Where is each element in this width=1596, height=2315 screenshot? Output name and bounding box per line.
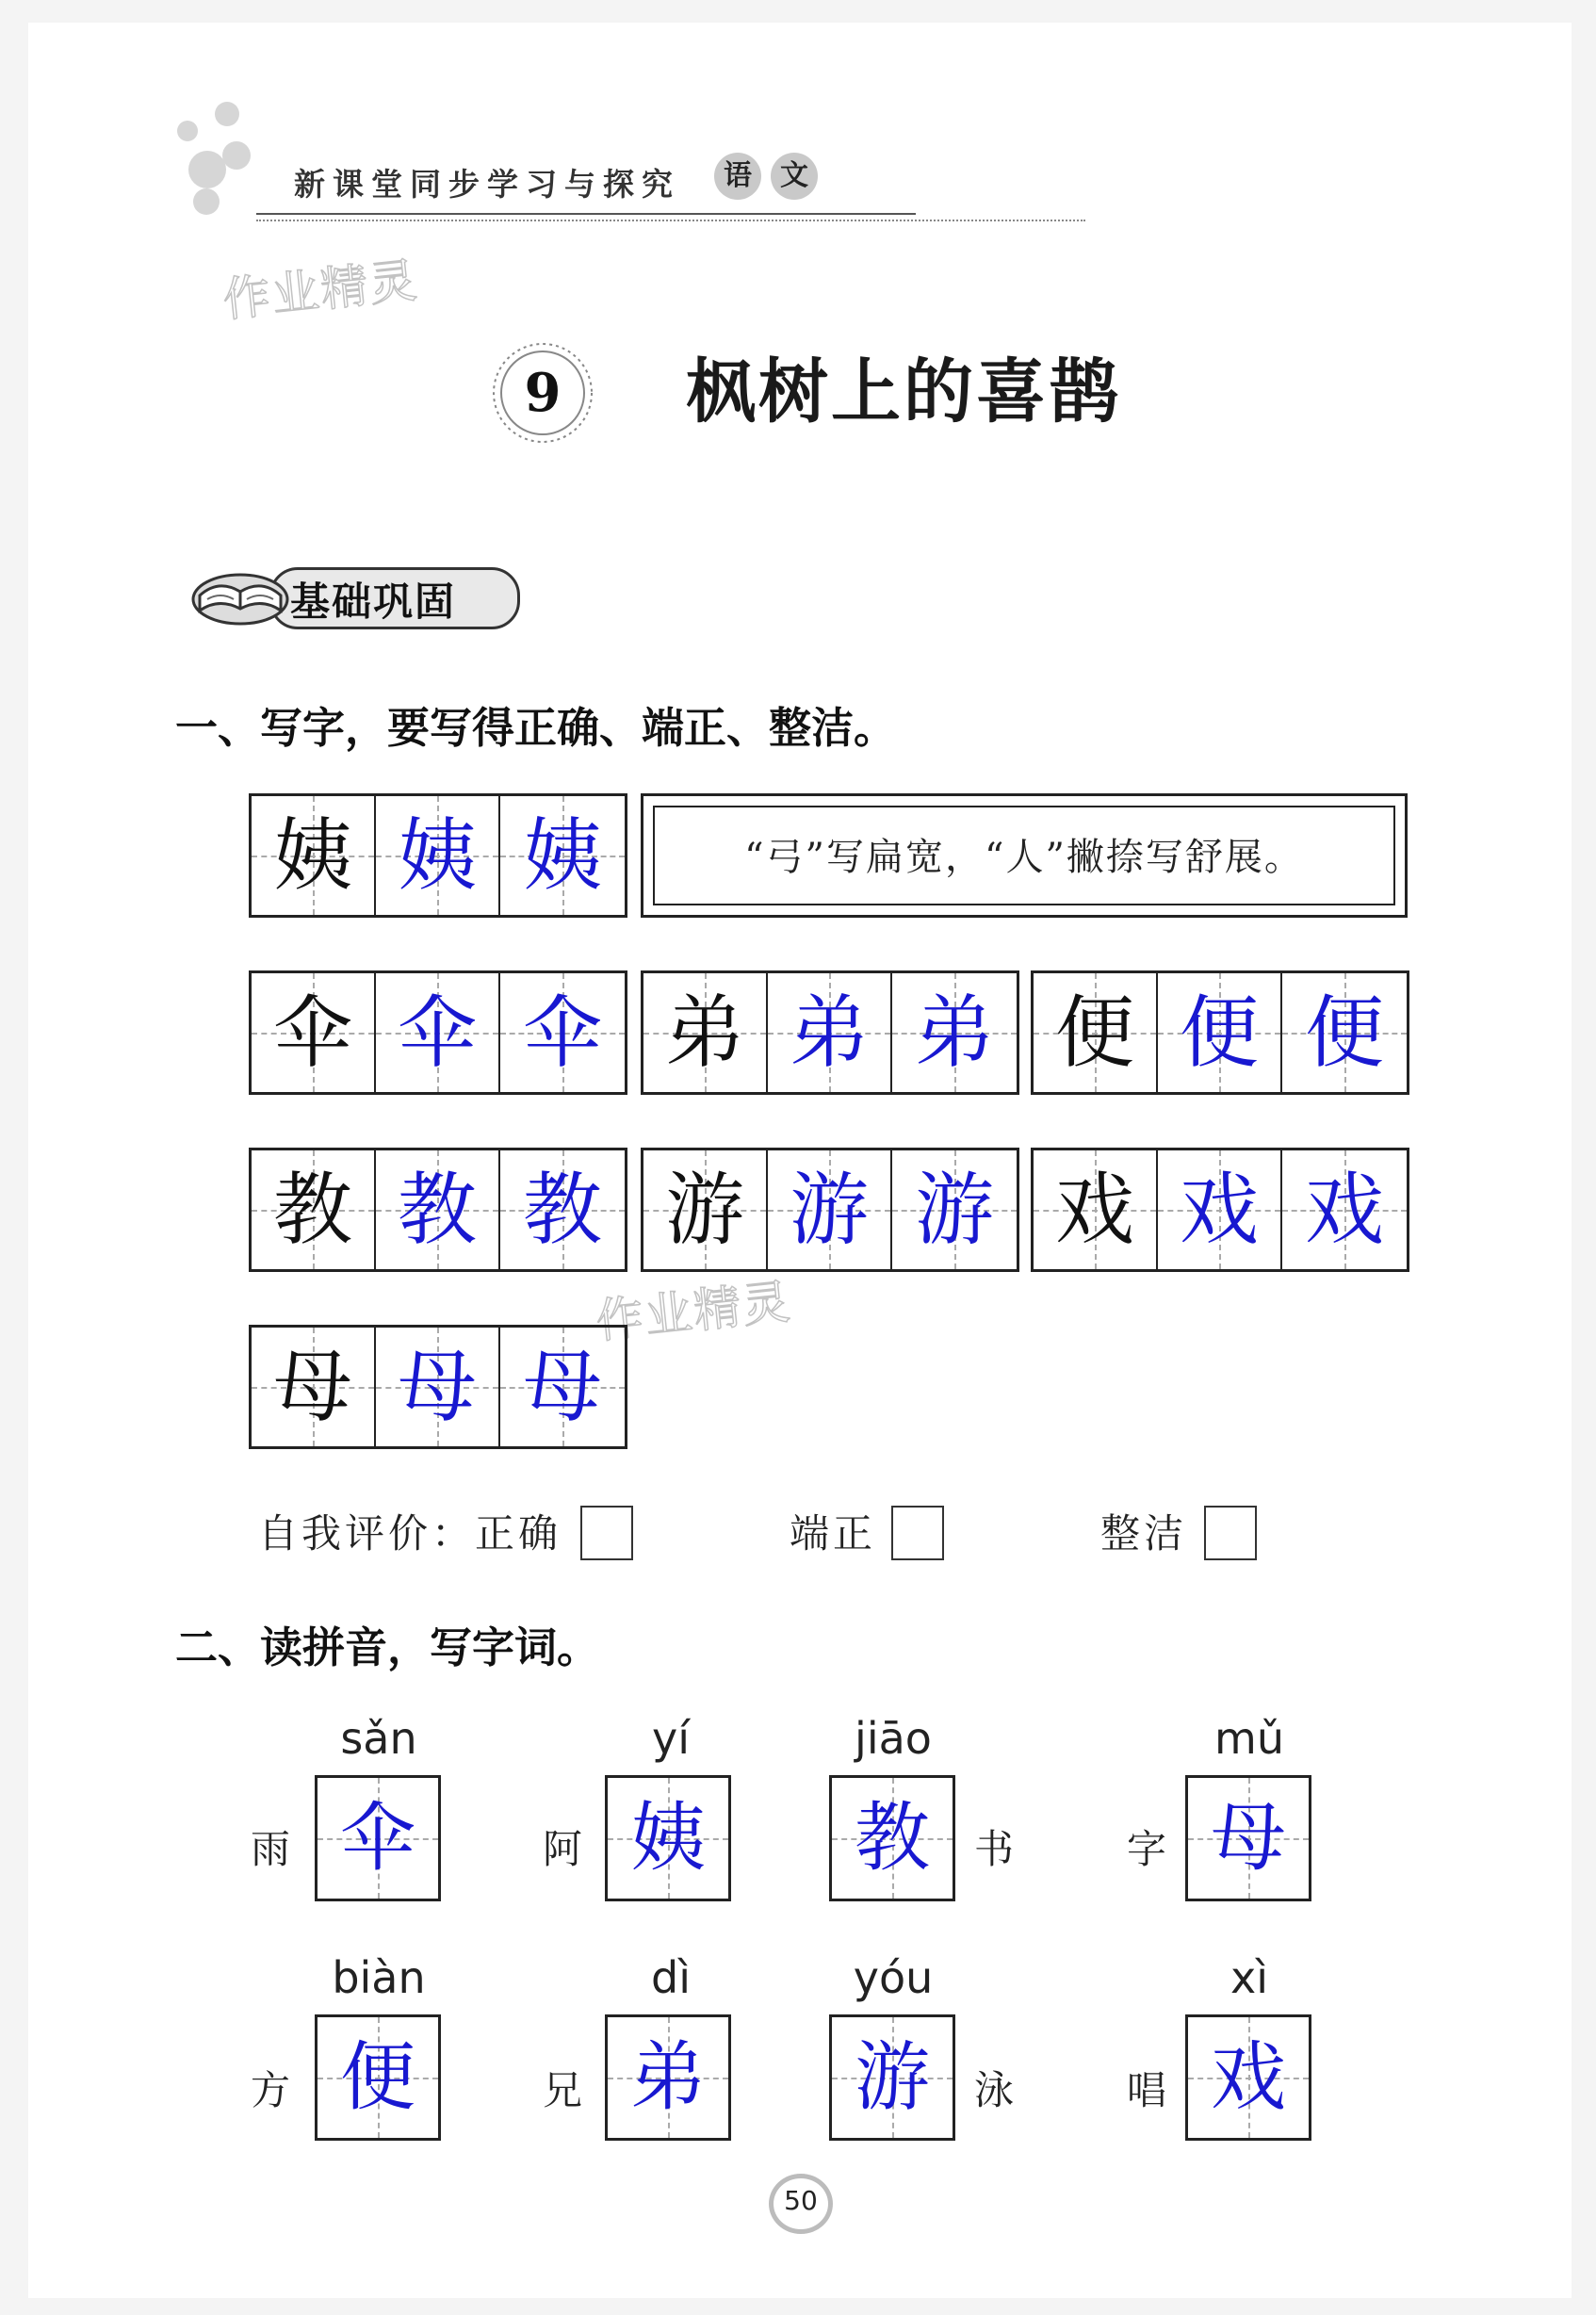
writing-grid-you — [641, 1148, 1019, 1272]
answer-cell[interactable]: 伞 — [500, 973, 625, 1092]
answer-cell[interactable]: 戏 — [1282, 1150, 1407, 1269]
lesson-number-badge — [479, 335, 607, 450]
answer-cell[interactable]: 戏 — [1158, 1150, 1282, 1269]
pinyin-answer-box[interactable]: 弟 — [605, 2014, 731, 2141]
question-1-heading: 一、写字，要写得正确、端正、整洁。 — [175, 703, 897, 753]
writing-grid-yi — [249, 793, 627, 918]
writing-grid-jiao — [249, 1148, 627, 1272]
model-character: 便 — [1034, 973, 1158, 1092]
neat-checkbox[interactable] — [891, 1506, 944, 1560]
context-character: 字 — [1127, 1826, 1167, 1872]
clean-checkbox[interactable] — [1204, 1506, 1257, 1560]
answer-cell[interactable]: 便 — [1282, 973, 1407, 1092]
answer-cell[interactable]: 弟 — [892, 973, 1017, 1092]
open-book-icon — [188, 558, 292, 633]
subject-badge-1: 语 — [714, 153, 761, 200]
pinyin-answer-box[interactable]: 戏 — [1185, 2014, 1311, 2141]
pinyin-label: biàn — [332, 1952, 426, 2003]
watermark: 作业精灵 — [593, 1274, 794, 1349]
lesson-title: 枫树上的喜鹊 — [686, 351, 1121, 432]
model-character: 母 — [252, 1328, 376, 1446]
context-character: 泳 — [974, 2067, 1015, 2113]
answer-cell[interactable]: 游 — [768, 1150, 892, 1269]
page-number-badge — [763, 2172, 844, 2238]
question-2-heading: 二、读拼音，写字词。 — [175, 1622, 600, 1672]
pinyin-answer-box[interactable]: 母 — [1185, 1775, 1311, 1901]
context-character: 唱 — [1127, 2067, 1167, 2113]
model-character: 弟 — [643, 973, 768, 1092]
pinyin-label: yí — [651, 1713, 690, 1764]
header-dotted-rule — [256, 220, 1085, 222]
self-eval-label: 自我评价：正确 — [258, 1510, 562, 1557]
pinyin-answer-box[interactable]: 姨 — [605, 1775, 731, 1901]
section-banner — [188, 558, 520, 633]
writing-grid-mu — [249, 1325, 627, 1449]
context-character: 书 — [974, 1826, 1015, 1872]
pinyin-answer-box[interactable]: 伞 — [315, 1775, 441, 1901]
pinyin-label: mǔ — [1214, 1713, 1284, 1764]
answer-cell[interactable]: 便 — [1158, 973, 1282, 1092]
answer-cell[interactable]: 母 — [500, 1328, 625, 1446]
pinyin-label: yóu — [853, 1952, 934, 2003]
answer-cell[interactable]: 姨 — [500, 796, 625, 915]
writing-grid-bian — [1031, 970, 1409, 1095]
model-character: 姨 — [252, 796, 376, 915]
context-character: 方 — [251, 2067, 291, 2113]
writing-grid-san — [249, 970, 627, 1095]
writing-tip: “弓”写扁宽，“人”撇捺写舒展。 — [653, 806, 1395, 905]
answer-cell[interactable]: 伞 — [376, 973, 500, 1092]
series-title: 新课堂同步学习与探究 — [294, 166, 680, 203]
header-rule — [256, 213, 916, 215]
model-character: 戏 — [1034, 1150, 1158, 1269]
page-number: 50 — [784, 2185, 818, 2216]
writing-tip-box — [641, 793, 1408, 918]
pinyin-label: xì — [1230, 1952, 1268, 2003]
model-character: 教 — [252, 1150, 376, 1269]
watermark: 作业精灵 — [220, 253, 421, 328]
lesson-number: 9 — [524, 362, 562, 424]
pinyin-label: dì — [651, 1952, 691, 2003]
answer-cell[interactable]: 教 — [500, 1150, 625, 1269]
context-character: 阿 — [543, 1826, 583, 1872]
context-character: 雨 — [251, 1826, 291, 1872]
pinyin-answer-box[interactable]: 游 — [829, 2014, 955, 2141]
model-character: 游 — [643, 1150, 768, 1269]
subject-badge-2: 文 — [771, 153, 818, 200]
answer-cell[interactable]: 姨 — [376, 796, 500, 915]
answer-cell[interactable]: 弟 — [768, 973, 892, 1092]
clean-label: 整洁 — [1100, 1510, 1188, 1557]
model-character: 伞 — [252, 973, 376, 1092]
pinyin-answer-box[interactable]: 便 — [315, 2014, 441, 2141]
section-banner-label: 基础巩固 — [290, 579, 457, 625]
neat-label: 端正 — [790, 1510, 877, 1557]
pinyin-label: sǎn — [340, 1713, 417, 1764]
answer-cell[interactable]: 母 — [376, 1328, 500, 1446]
pinyin-label: jiāo — [855, 1713, 932, 1764]
context-character: 兄 — [543, 2067, 583, 2113]
writing-grid-di — [641, 970, 1019, 1095]
correct-checkbox[interactable] — [580, 1506, 633, 1560]
answer-cell[interactable]: 游 — [892, 1150, 1017, 1269]
answer-cell[interactable]: 教 — [376, 1150, 500, 1269]
pinyin-answer-box[interactable]: 教 — [829, 1775, 955, 1901]
writing-grid-xi — [1031, 1148, 1409, 1272]
